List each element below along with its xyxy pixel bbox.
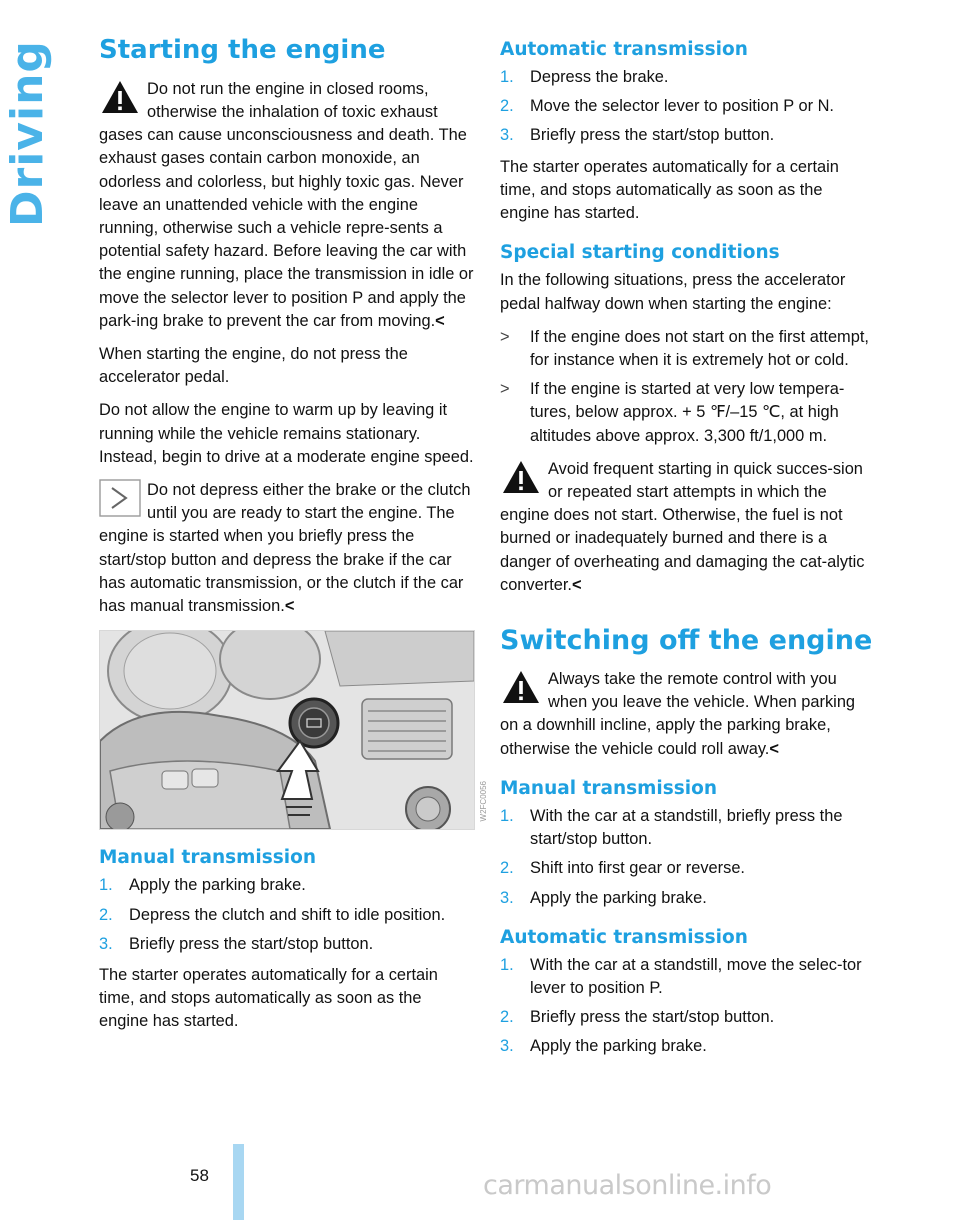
step-number: 2. [500,859,514,878]
paragraph-starter-operates: The starter operates automatically for a certain time, and stops automatically as soon as the engine has started. [99,965,438,1031]
bullet-marker: > [500,380,510,399]
heading-off-automatic-transmission: Automatic transmission [500,926,748,948]
list-item [500,95,874,118]
step-number: 2. [500,1008,514,1027]
step-number: 1. [99,876,113,895]
list-item [99,874,474,897]
warning-triangle-icon [500,458,542,496]
step-number: 1. [500,68,514,87]
paragraph-starter-operates-auto: The starter operates automatically for a certain time, and stops automatically as soon as the engine has started. [500,157,839,223]
off-automatic-steps-list [500,954,874,1059]
list-item [500,887,874,910]
start-stop-button-figure [99,630,488,830]
dashboard-illustration [100,631,474,829]
warning-remote-control [500,668,874,761]
end-marker: < [769,739,779,758]
list-item [500,326,874,372]
note-brake-clutch [99,479,474,618]
step-number: 3. [500,126,514,145]
warning-remote-control-text: Always take the remote control with you when you leave the vehicle. When parking on a downhill incline, apply the parking brake, otherwise the vehicle could roll away. [500,670,856,758]
figure-code: W2FC0056 [479,780,488,822]
off-manual-steps-list [500,805,874,910]
list-item [500,954,874,1000]
paragraph-special-intro: In the following situations, press the accelerator pedal halfway down when starting the engine: [500,271,846,313]
left-column [99,34,488,1044]
step-text: Apply the parking brake. [530,888,707,907]
step-text: Briefly press the start/stop button. [530,126,775,145]
list-item [500,805,874,851]
list-item [500,1035,874,1058]
section-side-title: Driving [2,40,53,227]
condition-text: If the engine does not start on the first attempt, for instance when it is extremely hot or cold. [530,327,869,369]
step-number: 3. [99,934,113,953]
paragraph-accelerator: When starting the engine, do not press the accelerator pedal. [99,345,408,387]
step-text: Depress the clutch and shift to idle position. [129,905,446,924]
heading-special-starting-conditions: Special starting conditions [500,242,780,264]
note-brake-clutch-text: Do not depress either the brake or the clutch until you are ready to start the engine. The engine is started when you briefly press the start/stop button and depress the brake if the car has automatic transmission, or the clutch if the car has manual transmission. [99,481,471,616]
step-number: 3. [500,1037,514,1056]
step-text: Briefly press the start/stop button. [129,934,374,953]
step-number: 1. [500,955,514,974]
automatic-steps-list [500,66,874,148]
end-marker: < [284,597,295,616]
step-text: Apply the parking brake. [530,1037,707,1056]
step-text: Apply the parking brake. [129,876,306,895]
warning-frequent-starting [500,458,874,597]
step-text: With the car at a standstill, briefly press the start/stop button. [530,806,843,849]
warning-triangle-icon [500,668,542,706]
step-number: 3. [500,888,514,907]
special-conditions-list [500,326,874,448]
list-item [99,933,474,956]
heading-automatic-transmission: Automatic transmission [500,39,748,60]
list-item [500,378,874,448]
list-item [500,1006,874,1029]
list-item [500,66,874,89]
note-arrow-icon [99,479,141,517]
bullet-marker: > [500,327,510,346]
warning-triangle-icon [99,78,141,116]
list-item [500,124,874,147]
watermark: carmanualsonline.info [483,1170,772,1201]
step-number: 2. [500,97,514,116]
step-text: With the car at a standstill, move the selec-tor lever to position P. [530,955,862,997]
manual-steps-list [99,874,474,956]
step-text: Briefly press the start/stop button. [530,1008,775,1027]
step-number: 2. [99,905,113,924]
page-number-bar [233,1144,244,1220]
step-number: 1. [500,806,514,825]
heading-switching-off-engine: Switching off the engine [500,624,873,656]
step-text: Move the selector lever to position P or N. [530,97,834,116]
step-text: Shift into first gear or reverse. [530,859,745,878]
list-item [500,857,874,880]
heading-starting-engine: Starting the engine [99,35,386,65]
end-marker: < [435,311,445,330]
heading-manual-transmission: Manual transmission [99,847,316,869]
paragraph-warm-up: Do not allow the engine to warm up by leaving it running while the vehicle remains stationary. Instead, begin to drive at a moderate engine speed. [99,401,474,466]
right-column [500,34,874,1067]
warning-closed-rooms-text: Do not run the engine in closed rooms, otherwise the inhalation of toxic exhaust gases can cause unconsciousness and death. The exhaust gases contain carbon monoxide, an odorless and colorless, but highly toxic gas. Never leave an unattended vehicle with the engine running, otherwise such a vehicle repre-sents a potential safety hazard. Before leaving the car with the engine running, place the transmission in idle or move the selector lever to position P and apply the park-ing brake to prevent the car from moving. [99,79,474,330]
warning-closed-rooms [99,78,474,333]
step-text: Depress the brake. [530,68,669,87]
warning-frequent-starting-text: Avoid frequent starting in quick succes-sion or repeated start attempts in which the engine does not start. Otherwise, the fuel is not burned or inadequately burned and there is a danger of overheating and damaging the cat-alytic converter. [500,459,865,594]
list-item [99,904,474,927]
end-marker: < [571,575,582,594]
page-number: 58 [190,1166,209,1185]
condition-text: If the engine is started at very low tempera-tures, below approx. + 5 ℉/–15 ℃, at high altitudes above approx. 3,300 ft/1,000 m. [530,380,845,445]
heading-off-manual-transmission: Manual transmission [500,777,717,799]
